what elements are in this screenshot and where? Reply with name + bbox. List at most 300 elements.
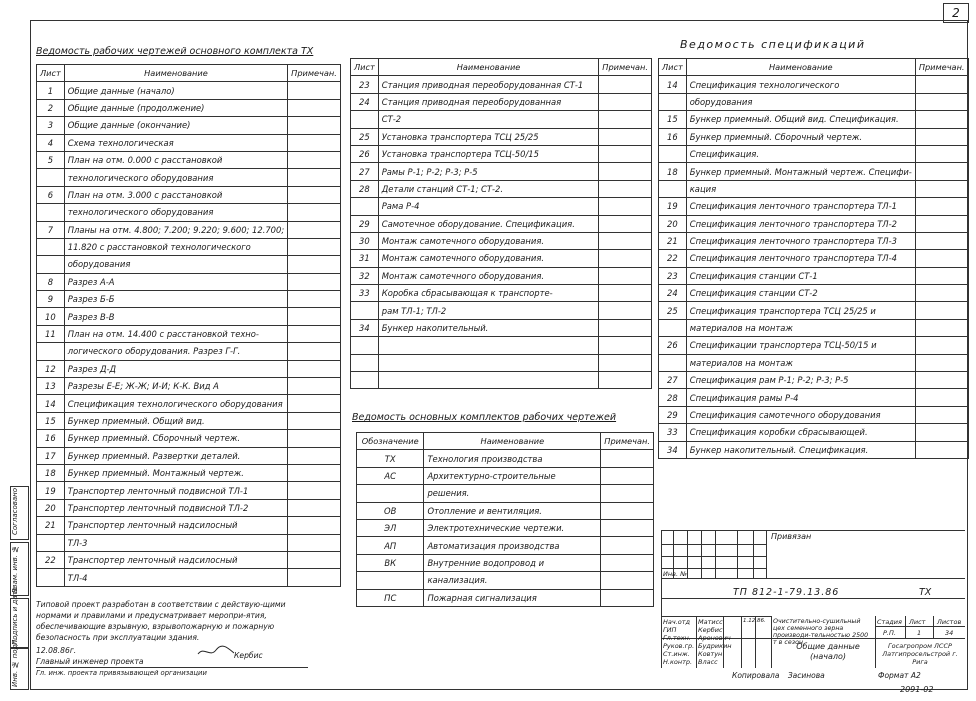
- row-note: [915, 302, 968, 319]
- row-sheet-number: [37, 169, 65, 186]
- row-sheet-number: 2: [37, 99, 65, 116]
- row-title: Бункер приемный. Развертки деталей.: [64, 447, 287, 464]
- row-title: ТЛ-4: [64, 569, 287, 586]
- row-sheet-number: [351, 198, 379, 215]
- table-row: [37, 308, 341, 325]
- row-note: [288, 551, 341, 568]
- table-row: [659, 337, 969, 354]
- row-note: [915, 93, 968, 110]
- row-title: [378, 354, 599, 371]
- tie-in-chief-label: Гл. инж. проекта привязывающей организации: [36, 667, 308, 679]
- row-note: [915, 128, 968, 145]
- row-sheet-number: [659, 319, 687, 336]
- side-inv-repl-label: Взам. инв. №: [11, 544, 19, 593]
- row-sheet-number: 10: [37, 308, 65, 325]
- row-note: [915, 372, 968, 389]
- table-row: [659, 285, 969, 302]
- row-sheet-number: 15: [37, 412, 65, 429]
- row-note: [601, 572, 654, 589]
- row-sheet-number: 16: [659, 128, 687, 145]
- working-drawings-title: Ведомость рабочих чертежей основного комплекта ТХ: [36, 46, 314, 57]
- table-row: [351, 93, 652, 110]
- row-title: ТЛ-3: [64, 534, 287, 551]
- chief-engineer-line: [36, 651, 308, 667]
- row-title: Бункер накопительный. Спецификация.: [686, 441, 915, 458]
- table-row: [351, 319, 652, 336]
- table-row: [659, 267, 969, 284]
- row-title: рам ТЛ-1; ТЛ-2: [378, 302, 599, 319]
- table-row: [659, 93, 969, 110]
- role-5: Н.контр.: [663, 658, 693, 666]
- row-note: [288, 517, 341, 534]
- row-sheet-number: 33: [659, 424, 687, 441]
- row-note: [599, 198, 652, 215]
- row-note: [601, 519, 654, 536]
- table-row: [659, 180, 969, 197]
- row-title: Разрез Д-Д: [64, 360, 287, 377]
- table-row: [37, 256, 341, 273]
- row-title: Самотечное оборудование. Спецификация.: [378, 215, 599, 232]
- row-title: Разрез А-А: [64, 273, 287, 290]
- table-row: [659, 163, 969, 180]
- row-title: Спецификация ленточного транспортера ТЛ-4: [686, 250, 915, 267]
- row-note: [288, 569, 341, 586]
- header-sheet: Лист: [351, 59, 379, 76]
- table-row: [659, 215, 969, 232]
- row-sheet-number: 26: [351, 145, 379, 162]
- row-title: Спецификация рамы Р-4: [686, 389, 915, 406]
- row-sheet-number: [37, 204, 65, 221]
- main-sets-title: Ведомость основных комплектов рабочих чертежей: [352, 412, 617, 423]
- row-title: Спецификация технологического: [686, 76, 915, 93]
- row-note: [601, 502, 654, 519]
- row-title: Установка транспортера ТСЦ 25/25: [378, 128, 599, 145]
- row-sheet-number: 15: [659, 111, 687, 128]
- row-note: [288, 430, 341, 447]
- header-sheet: Лист: [659, 59, 687, 76]
- row-title: Общие данные (начало): [64, 82, 287, 99]
- row-title: Спецификация станции СТ-1: [686, 267, 915, 284]
- row-note: [288, 169, 341, 186]
- side-sign-date-label: Подпись и дата: [11, 587, 19, 645]
- row-note: [288, 99, 341, 116]
- table-row: [351, 76, 652, 93]
- row-title: кация: [686, 180, 915, 197]
- row-title: Монтаж самотечного оборудования.: [378, 267, 599, 284]
- table-row: [351, 232, 652, 249]
- row-note: [915, 389, 968, 406]
- table-row: [37, 569, 341, 586]
- row-title: Отопление и вентиляция.: [424, 502, 601, 519]
- row-note: [601, 554, 654, 571]
- table-row: [659, 406, 969, 423]
- row-title: технологического оборудования: [64, 169, 287, 186]
- row-sheet-number: 18: [37, 464, 65, 481]
- row-sheet-number: 14: [659, 76, 687, 93]
- row-note: [288, 534, 341, 551]
- row-sheet-number: 19: [659, 198, 687, 215]
- row-sheet-number: 24: [659, 285, 687, 302]
- row-title: [378, 372, 599, 389]
- row-title: Спецификация рам Р-1; Р-2; Р-3; Р-5: [686, 372, 915, 389]
- table-row: [659, 76, 969, 93]
- row-code: [357, 572, 424, 589]
- row-sheet-number: 23: [351, 76, 379, 93]
- row-title: Спецификация.: [686, 145, 915, 162]
- row-title: Рамы Р-1; Р-2; Р-3; Р-5: [378, 163, 599, 180]
- header-name: Наименование: [378, 59, 599, 76]
- row-sheet-number: 32: [351, 267, 379, 284]
- note-text: Типовой проект разработан в соответствии с действую-щими нормами и правилами и предусматривает меропри-ятия, обеспечивающие взрывную, взрывопожарную и пожарную безопасность при эксплуатации здания.: [36, 600, 286, 642]
- row-note: [599, 163, 652, 180]
- row-note: [288, 117, 341, 134]
- table-row: [357, 589, 654, 606]
- row-sheet-number: 4: [37, 134, 65, 151]
- table-row: [37, 82, 341, 99]
- row-note: [915, 319, 968, 336]
- row-sheet-number: 22: [659, 250, 687, 267]
- row-title: Станция приводная переоборудованная СТ-1: [378, 76, 599, 93]
- row-note: [288, 238, 341, 255]
- copied-name: Засинова: [787, 671, 825, 680]
- table-row: [357, 467, 654, 484]
- table-row: [37, 464, 341, 481]
- row-title: Спецификация технологического оборудования: [64, 395, 287, 412]
- table-row: [37, 551, 341, 568]
- table-row: [351, 372, 652, 389]
- table-header-row: [659, 59, 969, 76]
- row-title: Электротехнические чертежи.: [424, 519, 601, 536]
- row-note: [599, 267, 652, 284]
- row-title: решения.: [424, 485, 601, 502]
- row-title: материалов на монтаж: [686, 354, 915, 371]
- row-sheet-number: 29: [351, 215, 379, 232]
- sheets-label: Листов: [937, 618, 962, 626]
- row-title: Архитектурно-строительные: [424, 467, 601, 484]
- table-header-row: [37, 65, 341, 82]
- row-sheet-number: 14: [37, 395, 65, 412]
- row-note: [915, 198, 968, 215]
- row-title: Спецификация транспортера ТСЦ 25/25 и: [686, 302, 915, 319]
- row-note: [599, 215, 652, 232]
- side-inv-orig-label: Инв. № подл.: [11, 637, 19, 687]
- note-date: 12.08.86г.: [36, 646, 77, 655]
- row-title: [378, 337, 599, 354]
- row-code: АС: [357, 467, 424, 484]
- table-row: [37, 99, 341, 116]
- table-row: [37, 291, 341, 308]
- side-box-inv-orig: [10, 637, 29, 690]
- row-sheet-number: 16: [37, 430, 65, 447]
- header-note: Примечан.: [601, 433, 654, 450]
- table-row: [37, 238, 341, 255]
- name-1: Кербис: [698, 626, 723, 634]
- specifications-table: [658, 58, 969, 459]
- row-title: Рама Р-4: [378, 198, 599, 215]
- row-title: Бункер приемный. Общий вид.: [64, 412, 287, 429]
- header-name: Наименование: [64, 65, 287, 82]
- table-row: [37, 325, 341, 342]
- row-sheet-number: 12: [37, 360, 65, 377]
- header-note: Примечан.: [599, 59, 652, 76]
- row-sheet-number: 17: [37, 447, 65, 464]
- row-title: Транспортер ленточный подвисной ТЛ-1: [64, 482, 287, 499]
- table-row: [351, 267, 652, 284]
- row-sheet-number: 1: [37, 82, 65, 99]
- chief-engineer-name: Кербис: [234, 651, 263, 660]
- table-row: [659, 319, 969, 336]
- header-name: Наименование: [424, 433, 601, 450]
- row-note: [599, 250, 652, 267]
- sheet-title: Общие данные (начало): [796, 642, 860, 661]
- row-title: канализация.: [424, 572, 601, 589]
- specifications-title: Ведомость спецификаций: [680, 38, 866, 51]
- table-row: [659, 441, 969, 458]
- table-row: [351, 145, 652, 162]
- row-note: [599, 93, 652, 110]
- row-title: Станция приводная переоборудованная: [378, 93, 599, 110]
- row-title: Бункер накопительный.: [378, 319, 599, 336]
- row-title: Коробка сбрасывающая к транспорте-: [378, 285, 599, 302]
- table-row: [659, 424, 969, 441]
- table-row: [37, 482, 341, 499]
- table-row: [37, 221, 341, 238]
- row-sheet-number: [351, 372, 379, 389]
- row-title: Монтаж самотечного оборудования.: [378, 250, 599, 267]
- table-row: [37, 343, 341, 360]
- row-sheet-number: [37, 534, 65, 551]
- row-sheet-number: 20: [37, 499, 65, 516]
- tie-in-label: Привязан: [771, 532, 812, 541]
- table-row: [659, 302, 969, 319]
- table-row: [659, 250, 969, 267]
- table-row: [659, 128, 969, 145]
- row-note: [599, 128, 652, 145]
- row-title: Бункер приемный. Монтажный чертеж. Специфи-: [686, 163, 915, 180]
- row-code: ОВ: [357, 502, 424, 519]
- name-2: Аронович: [698, 634, 731, 642]
- row-sheet-number: 21: [659, 232, 687, 249]
- sheets-value: 34: [945, 629, 954, 637]
- chief-engineer-label: Главный инженер проекта: [36, 657, 144, 666]
- row-sheet-number: [659, 145, 687, 162]
- table-row: [351, 163, 652, 180]
- row-sheet-number: 19: [37, 482, 65, 499]
- row-code: АП: [357, 537, 424, 554]
- row-sheet-number: 23: [659, 267, 687, 284]
- table-row: [659, 372, 969, 389]
- project-note: [36, 599, 308, 679]
- row-title: Установка транспортера ТСЦ-50/15: [378, 145, 599, 162]
- row-note: [601, 589, 654, 606]
- row-sheet-number: 18: [659, 163, 687, 180]
- table-row: [357, 519, 654, 536]
- row-title: Спецификация ленточного транспортера ТЛ-2: [686, 215, 915, 232]
- table-row: [37, 447, 341, 464]
- row-title: логического оборудования. Разрез Г-Г.: [64, 343, 287, 360]
- table-row: [37, 204, 341, 221]
- table-row: [37, 186, 341, 203]
- row-title: Разрезы Е-Е; Ж-Ж; И-И; К-К. Вид А: [64, 378, 287, 395]
- row-note: [288, 273, 341, 290]
- row-note: [599, 76, 652, 93]
- row-title: Детали станций СТ-1; СТ-2.: [378, 180, 599, 197]
- row-title: СТ-2: [378, 111, 599, 128]
- row-sheet-number: [37, 343, 65, 360]
- row-note: [915, 145, 968, 162]
- row-sheet-number: [351, 354, 379, 371]
- row-note: [599, 337, 652, 354]
- row-note: [288, 204, 341, 221]
- row-sheet-number: 5: [37, 151, 65, 168]
- row-title: Технология производства: [424, 450, 601, 467]
- table-row: [659, 389, 969, 406]
- table-row: [37, 169, 341, 186]
- row-note: [288, 412, 341, 429]
- row-sheet-number: 34: [659, 441, 687, 458]
- table-row: [351, 198, 652, 215]
- row-title: План на отм. 14.400 с расстановкой техно-: [64, 325, 287, 342]
- row-note: [915, 267, 968, 284]
- row-note: [288, 308, 341, 325]
- row-sheet-number: [659, 354, 687, 371]
- row-note: [599, 319, 652, 336]
- row-note: [288, 378, 341, 395]
- row-note: [288, 291, 341, 308]
- row-note: [915, 354, 968, 371]
- stage-value: Р.П.: [883, 629, 896, 637]
- row-sheet-number: 21: [37, 517, 65, 534]
- row-title: Спецификация станции СТ-2: [686, 285, 915, 302]
- row-note: [288, 186, 341, 203]
- row-note: [599, 302, 652, 319]
- row-sheet-number: 28: [351, 180, 379, 197]
- row-title: Бункер приемный. Общий вид. Спецификация.: [686, 111, 915, 128]
- table-row: [659, 198, 969, 215]
- header-note: Примечан.: [915, 59, 968, 76]
- row-title: Общие данные (продолжение): [64, 99, 287, 116]
- row-sheet-number: 29: [659, 406, 687, 423]
- row-sheet-number: [37, 569, 65, 586]
- row-sheet-number: 11: [37, 325, 65, 342]
- row-title: Транспортер ленточный надсилосный: [64, 517, 287, 534]
- table-row: [37, 430, 341, 447]
- copied-line: [732, 671, 825, 680]
- table-row: [351, 337, 652, 354]
- row-sheet-number: 27: [659, 372, 687, 389]
- row-sheet-number: [37, 238, 65, 255]
- table-row: [351, 180, 652, 197]
- row-title: План на отм. 3.000 с расстановкой: [64, 186, 287, 203]
- row-note: [288, 464, 341, 481]
- row-note: [915, 163, 968, 180]
- table-row: [357, 485, 654, 502]
- project-name: Очистительно-сушильный цех семенного зерна производи-тельностью 2500 т в сезон: [773, 618, 869, 646]
- table-row: [357, 572, 654, 589]
- table-header-row: [351, 59, 652, 76]
- header-code: Обозначение: [357, 433, 424, 450]
- name-3: Будрикин: [698, 642, 732, 650]
- side-box-agreed: [10, 486, 29, 540]
- row-note: [599, 354, 652, 371]
- table-row: [659, 145, 969, 162]
- role-1: ГИП: [663, 626, 677, 634]
- row-title: материалов на монтаж: [686, 319, 915, 336]
- row-note: [915, 406, 968, 423]
- row-sheet-number: [351, 111, 379, 128]
- row-code: ПС: [357, 589, 424, 606]
- row-title: Спецификация ленточного транспортера ТЛ-3: [686, 232, 915, 249]
- row-sheet-number: 25: [351, 128, 379, 145]
- role-4: Ст.инж.: [663, 650, 690, 658]
- table-row: [37, 534, 341, 551]
- row-title: Автоматизация производства: [424, 537, 601, 554]
- organization: Госагропром ЛССР Латгипросельстрой г. Рига: [882, 642, 958, 666]
- row-sheet-number: 24: [351, 93, 379, 110]
- row-note: [288, 221, 341, 238]
- stage-label: Стадия: [877, 618, 902, 626]
- row-sheet-number: 9: [37, 291, 65, 308]
- main-sets-table: [356, 432, 654, 607]
- row-note: [915, 424, 968, 441]
- row-note: [915, 232, 968, 249]
- row-sheet-number: 3: [37, 117, 65, 134]
- row-code: ВК: [357, 554, 424, 571]
- row-title: Транспортер ленточный подвисной ТЛ-2: [64, 499, 287, 516]
- row-sheet-number: 25: [659, 302, 687, 319]
- row-sheet-number: 8: [37, 273, 65, 290]
- table-row: [351, 128, 652, 145]
- row-note: [599, 111, 652, 128]
- table-header-row: [357, 433, 654, 450]
- table-row: [351, 215, 652, 232]
- row-title: Спецификации транспортера ТСЦ-50/15 и: [686, 337, 915, 354]
- row-title: Схема технологическая: [64, 134, 287, 151]
- signature-mark: [196, 644, 236, 658]
- row-note: [601, 537, 654, 554]
- row-note: [915, 76, 968, 93]
- name-0: Матисс: [698, 618, 723, 626]
- row-sheet-number: 6: [37, 186, 65, 203]
- copied-label: Копировала: [732, 671, 780, 680]
- row-sheet-number: 28: [659, 389, 687, 406]
- table-row: [37, 117, 341, 134]
- header-note: Примечан.: [288, 65, 341, 82]
- row-note: [288, 343, 341, 360]
- table-row: [357, 450, 654, 467]
- row-note: [915, 337, 968, 354]
- row-sheet-number: 13: [37, 378, 65, 395]
- row-note: [288, 360, 341, 377]
- table-row: [351, 285, 652, 302]
- row-sheet-number: 31: [351, 250, 379, 267]
- project-code: ТП 812-1-79.13.86: [733, 587, 840, 598]
- inv-no-label: Инв. №: [663, 570, 687, 578]
- row-title: Планы на отм. 4.800; 7.200; 9.220; 9.600; 12.700;: [64, 221, 287, 238]
- table-row: [351, 250, 652, 267]
- row-sheet-number: [37, 256, 65, 273]
- row-title: Бункер приемный. Сборочный чертеж.: [64, 430, 287, 447]
- row-sheet-number: 20: [659, 215, 687, 232]
- row-title: оборудования: [64, 256, 287, 273]
- row-code: ЭЛ: [357, 519, 424, 536]
- row-sheet-number: 22: [37, 551, 65, 568]
- table-row: [659, 354, 969, 371]
- table-row: [659, 111, 969, 128]
- row-sheet-number: [351, 302, 379, 319]
- row-title: технологического оборудования: [64, 204, 287, 221]
- table-row: [37, 378, 341, 395]
